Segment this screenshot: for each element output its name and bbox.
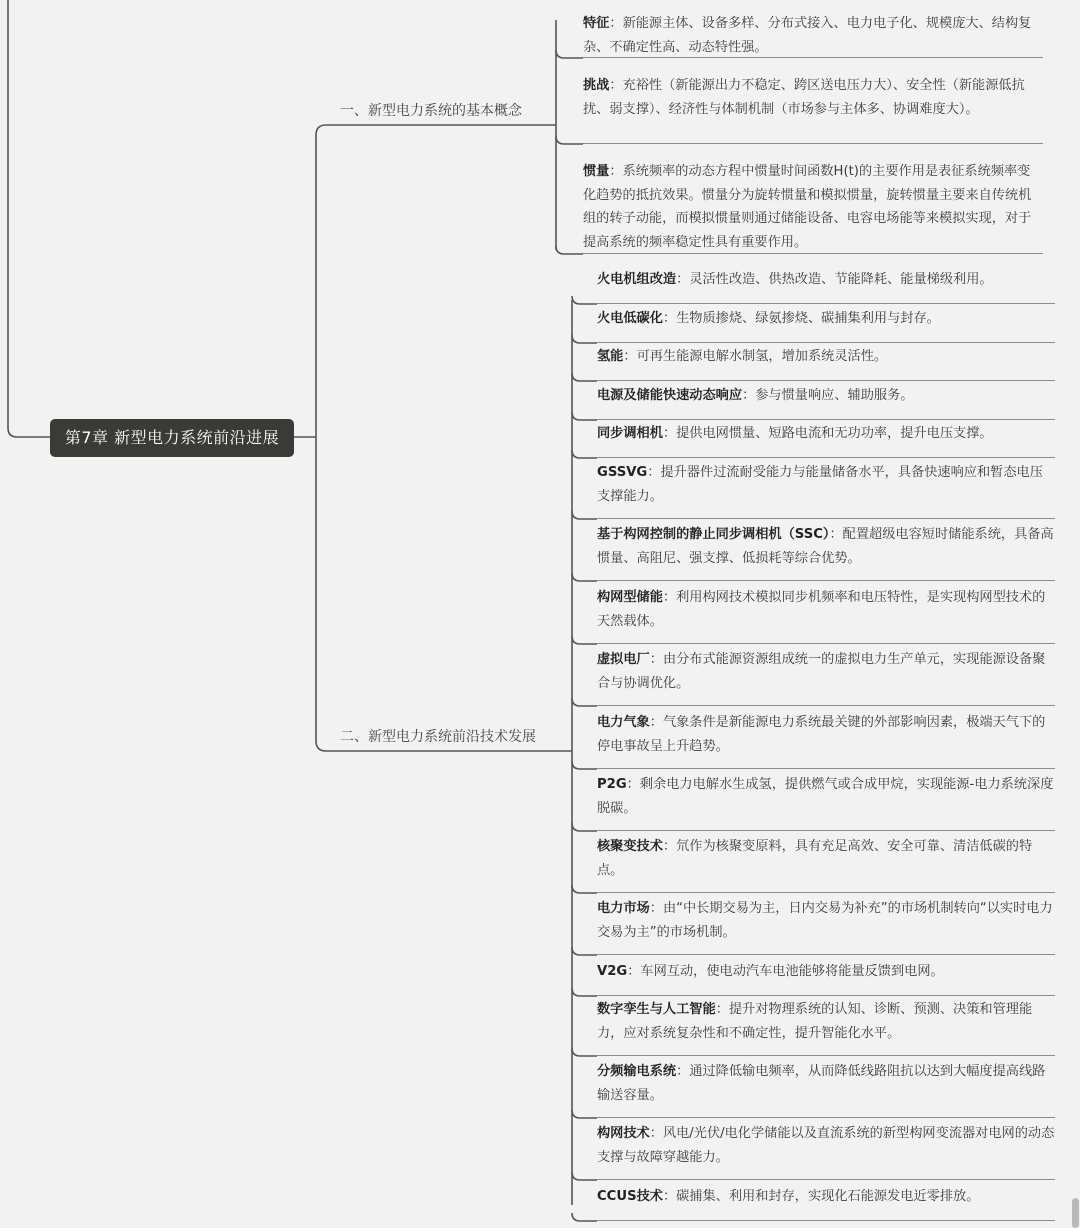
leaf-description: 系统频率的动态方程中惯量时间函数H(t)的主要作用是表征系统频率变化趋势的抵抗效果。惯量分为旋转惯量和模拟惯量，旋转惯量主要来自传统机组的转子动能，而模拟惯量则通过储能设备、电容电场能等来模拟实现，对于提高系统的频率稳定性具有重要作用。 [583, 164, 1032, 250]
branch-1-link-1 [572, 335, 597, 343]
leaf-description: 碳捕集、利用和封存，实现化石能源发电近零排放。 [676, 1189, 980, 1204]
branch-1-link-10 [572, 823, 597, 831]
branch-1-link-4 [572, 450, 597, 458]
leaf-term: 分频输电系统 [597, 1064, 677, 1079]
branch-1-link-14 [572, 1048, 597, 1056]
leaf-term: 火电机组改造 [597, 272, 677, 287]
branch-0-link-0 [556, 50, 583, 58]
leaf-separator: ： [829, 527, 843, 542]
leaf-term: 基于构网控制的静止同步调相机（SSC） [597, 527, 830, 542]
leaf-separator: ： [662, 426, 677, 441]
branch-1-connector [316, 437, 572, 751]
leaf-separator: ： [649, 715, 663, 730]
leaf-description: 剩余电力电解水生成氢，提供燃气或合成甲烷，实现能源-电力系统深度脱碳。 [597, 777, 1054, 816]
leaf-description: 通过降低输电频率，从而降低线路阻抗以达到大幅度提高线路输送容量。 [597, 1064, 1046, 1103]
leaf-separator: ： [647, 465, 661, 480]
leaf-description: 利用构网技术模拟同步机频率和电压特性，是实现构网型技术的天然载体。 [597, 590, 1046, 629]
leaf-description: 风电/光伏/电化学储能以及直流系统的新型构网变流器对电网的动态支撑与故障穿越能力。 [597, 1126, 1055, 1165]
concept-leaf-2[interactable] [583, 160, 1043, 254]
branch-1-link-8 [572, 698, 597, 706]
leaf-separator: ： [609, 78, 623, 93]
branch-1-link-6 [572, 573, 597, 581]
leaf-description: 由分布式能源资源组成统一的虚拟电力生产单元，实现能源设备聚合与协调优化。 [597, 652, 1046, 691]
leaf-separator: ： [662, 839, 677, 854]
leaf-description: 参与惯量响应、辅助服务。 [755, 388, 914, 403]
concept-leaf-1[interactable] [583, 74, 1043, 144]
branch-0-link-1 [556, 136, 583, 144]
tech-leaf-4[interactable] [597, 422, 1055, 458]
branch-1-link-5 [572, 511, 597, 519]
tech-leaf-7[interactable] [597, 586, 1055, 644]
tech-leaf-11[interactable] [597, 835, 1055, 893]
branch-1-link-11 [572, 885, 597, 893]
leaf-term: 电力气象 [597, 715, 650, 730]
leaf-term: 构网型储能 [597, 590, 663, 605]
leaf-description: 氘作为核聚变原料，具有充足高效、安全可靠、清洁低碳的特点。 [597, 839, 1033, 878]
leaf-term: V2G [597, 964, 628, 979]
leaf-separator: ： [662, 590, 677, 605]
leaf-separator: ： [609, 164, 623, 179]
leaf-separator: ： [742, 388, 756, 403]
leaf-description: 充裕性（新能源出力不稳定、跨区送电压力大）、安全性（新能源低抗扰、弱支撑）、经济性与体制机制（市场参与主体多、协调难度大）。 [583, 78, 1025, 117]
tech-leaf-16[interactable] [597, 1122, 1055, 1180]
tech-leaf-10[interactable] [597, 773, 1055, 831]
branch-1-link-17 [572, 1213, 597, 1221]
leaf-term: 氢能 [597, 349, 624, 364]
leaf-description: 提升对物理系统的认知、诊断、预测、决策和管理能力，应对系统复杂性和不确定性，提升智能化水平。 [597, 1002, 1033, 1041]
tech-leaf-17[interactable] [597, 1185, 1055, 1221]
leaf-term: 数字孪生与人工智能 [597, 1002, 716, 1017]
leaf-description: 提供电网惯量、短路电流和无功功率，提升电压支撑。 [676, 426, 993, 441]
leaf-separator: ： [676, 1064, 690, 1079]
leaf-separator: ： [676, 272, 690, 287]
branch-1-link-3 [572, 412, 597, 420]
leaf-term: P2G [597, 777, 627, 792]
leaf-description: 配置超级电容短时储能系统，具备高惯量、高阻尼、强支撑、低损耗等综合优势。 [597, 527, 1054, 566]
branch-basic-concepts[interactable]: 一、新型电力系统的基本概念 [340, 103, 522, 119]
leaf-separator: ： [609, 16, 623, 31]
branch-1-link-13 [572, 988, 597, 996]
leaf-separator: ： [626, 777, 640, 792]
leaf-description: 提升器件过流耐受能力与能量储备水平，具备快速响应和暂态电压支撑能力。 [597, 465, 1043, 504]
concept-leaf-0[interactable] [583, 12, 1043, 58]
leaf-term: GSSVG [597, 465, 648, 480]
tech-leaf-0[interactable] [597, 268, 1055, 304]
leaf-term: 惯量 [583, 164, 610, 179]
branch-frontier-tech[interactable]: 二、新型电力系统前沿技术发展 [340, 729, 536, 745]
leaf-term: 虚拟电厂 [597, 652, 650, 667]
tech-leaf-3[interactable] [597, 384, 1055, 420]
branch-1-link-9 [572, 761, 597, 769]
leaf-term: 挑战 [583, 78, 610, 93]
branch-1-link-2 [572, 373, 597, 381]
leaf-term: 电力市场 [597, 901, 650, 916]
leaf-separator: ： [649, 901, 663, 916]
branch-1-link-15 [572, 1110, 597, 1118]
tech-leaf-2[interactable] [597, 345, 1055, 381]
leaf-term: 特征 [583, 16, 610, 31]
leaf-separator: ： [623, 349, 637, 364]
leaf-separator: ： [649, 652, 663, 667]
branch-1-link-0 [572, 296, 597, 304]
leaf-description: 车网互动，使电动汽车电池能够将能量反馈到电网。 [640, 964, 944, 979]
tech-leaf-1[interactable] [597, 307, 1055, 343]
leaf-term: 同步调相机 [597, 426, 663, 441]
leaf-term: 核聚变技术 [597, 839, 663, 854]
tech-leaf-6[interactable] [597, 523, 1055, 581]
tech-leaf-14[interactable] [597, 998, 1055, 1056]
leaf-separator: ： [662, 1189, 677, 1204]
leaf-term: 构网技术 [597, 1126, 650, 1141]
leaf-description: 可再生能源电解水制氢，增加系统灵活性。 [636, 349, 888, 364]
branch-0-connector [316, 125, 556, 437]
branch-1-link-16 [572, 1172, 597, 1180]
tech-leaf-13[interactable] [597, 960, 1055, 996]
leaf-description: 新能源主体、设备多样、分布式接入、电力电子化、规模庞大、结构复杂、不确定性高、动态特性强。 [583, 16, 1032, 55]
branch-1-link-12 [572, 947, 597, 955]
branch-0-link-2 [556, 246, 583, 254]
leaf-description: 由“中长期交易为主，日内交易为补充”的市场机制转向“以实时电力交易为主”的市场机制。 [597, 901, 1053, 940]
branch-1-link-7 [572, 636, 597, 644]
tech-leaf-8[interactable] [597, 648, 1055, 706]
leaf-term: CCUS技术 [597, 1189, 663, 1204]
tech-leaf-5[interactable] [597, 461, 1055, 519]
leaf-separator: ： [715, 1002, 729, 1017]
leaf-separator: ： [649, 1126, 663, 1141]
leaf-description: 生物质掺烧、绿氨掺烧、碳捕集利用与封存。 [676, 311, 940, 326]
root-node[interactable]: 第7章 新型电力系统前沿进展 [50, 419, 294, 457]
leaf-separator: ： [627, 964, 641, 979]
leaf-term: 电源及储能快速动态响应 [597, 388, 743, 403]
root-left-connector [8, 0, 50, 437]
scrollbar-thumb[interactable] [1072, 1198, 1079, 1228]
leaf-separator: ： [662, 311, 677, 326]
tech-leaf-12[interactable] [597, 897, 1055, 955]
tech-leaf-15[interactable] [597, 1060, 1055, 1118]
leaf-description: 气象条件是新能源电力系统最关键的外部影响因素，极端天气下的停电事故呈上升趋势。 [597, 715, 1046, 754]
tech-leaf-9[interactable] [597, 711, 1055, 769]
leaf-term: 火电低碳化 [597, 311, 663, 326]
leaf-description: 灵活性改造、供热改造、节能降耗、能量梯级利用。 [689, 272, 993, 287]
